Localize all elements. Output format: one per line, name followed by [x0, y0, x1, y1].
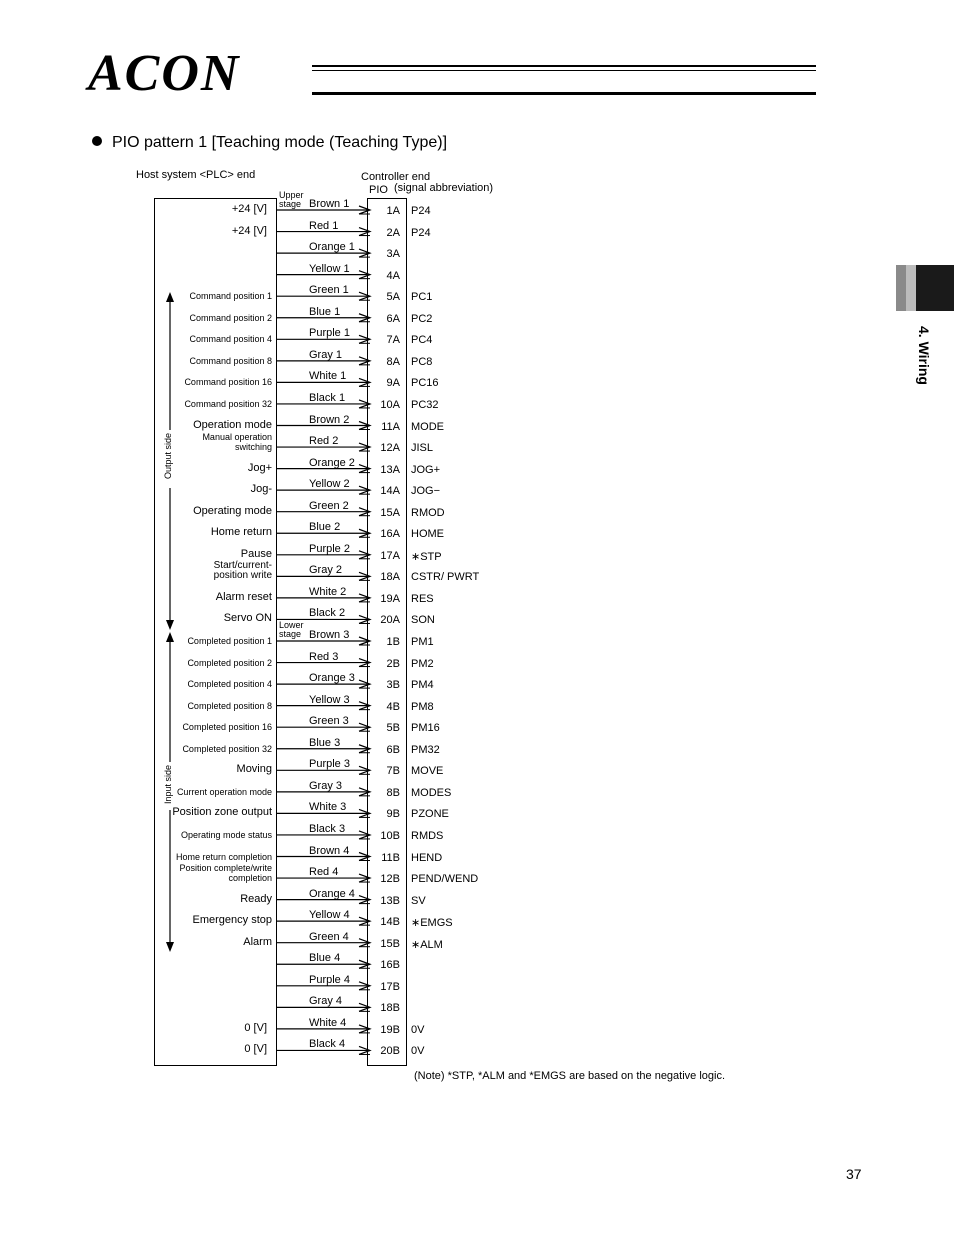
signal-abbreviation: PZONE: [411, 808, 449, 821]
signal-abbreviation: PC8: [411, 355, 433, 368]
chapter-label: 4. Wiring: [916, 326, 932, 385]
wire-color-label: Blue 3: [309, 736, 341, 749]
plc-signal-label: Command position 1: [189, 291, 272, 302]
plc-signal-label: Jog-: [250, 483, 272, 496]
signal-abbreviation: 0V: [411, 1045, 425, 1058]
plc-signal-label: Moving: [236, 763, 272, 776]
lower-stage-label: Lower stage: [279, 620, 304, 639]
output-side-label: Output side: [163, 433, 173, 480]
signal-abbreviation: PC2: [411, 312, 433, 325]
acon-logo: ACON: [88, 45, 241, 102]
signal-abbreviation: RES: [411, 592, 434, 605]
plc-signal-label: Operating mode status: [180, 829, 272, 840]
plc-signal-label: Position zone output: [172, 806, 272, 819]
pin-number: 18A: [380, 571, 400, 584]
pio-label: PIO: [369, 184, 388, 196]
wire-color-label: Blue 2: [309, 521, 341, 534]
pin-number: 8A: [386, 355, 400, 368]
page-number: 37: [846, 1166, 862, 1182]
pin-number: 5B: [386, 722, 400, 735]
pin-number: 12A: [380, 442, 400, 455]
plc-signal-label: Completed position 2: [187, 657, 272, 668]
signal-abbreviation: HEND: [411, 851, 443, 864]
signal-abbreviation: JISL: [411, 442, 434, 455]
wire-color-label: Yellow 2: [309, 478, 350, 491]
pin-number: 14A: [380, 485, 400, 498]
pin-number: 3A: [386, 248, 400, 261]
pin-number: 20B: [380, 1045, 400, 1058]
wire-color-label: Blue 1: [309, 305, 341, 318]
pin-number: 13B: [380, 894, 400, 907]
plc-signal-label: Alarm: [243, 935, 272, 948]
plc-signal-label: Alarm reset: [215, 590, 272, 603]
signal-abbreviation: HOME: [411, 528, 444, 541]
wire-color-label: Black 3: [309, 822, 346, 835]
signal-abbreviation: P24: [411, 205, 431, 217]
signal-abbreviation: PM16: [411, 722, 440, 735]
signal-abbreviation: PC32: [411, 398, 439, 411]
section-title-text: PIO pattern 1 [Teaching mode (Teaching Type)]: [112, 134, 448, 151]
signal-abbreviation: PM8: [411, 700, 434, 713]
plc-signal-label: Start/current- position write: [213, 560, 272, 582]
plc-signal-label: Ready: [240, 892, 272, 905]
signal-abbreviation: PC16: [411, 377, 439, 390]
pin-number: 16A: [380, 528, 400, 541]
plc-signal-label: Command position 2: [189, 312, 272, 323]
wire-color-label: Gray 2: [309, 564, 343, 577]
wire-color-label: Red 2: [309, 435, 339, 448]
wire-color-label: Brown 2: [309, 413, 350, 426]
pin-number: 4B: [386, 700, 400, 713]
signal-abbreviation: SON: [411, 614, 435, 627]
plc-signal-label: +24 [V]: [231, 203, 267, 215]
pin-number: 3B: [386, 679, 400, 692]
wire-color-label: Red 1: [309, 219, 339, 232]
pin-number: 15A: [380, 506, 400, 519]
plc-signal-label: Jog+: [247, 461, 272, 474]
wire-color-label: Red 3: [309, 650, 339, 663]
pin-number: 1B: [386, 636, 400, 648]
signal-abbreviation: CSTR/ PWRT: [411, 571, 480, 584]
plc-signal-label: Command position 4: [189, 334, 272, 345]
wire-color-label: Black 4: [309, 1038, 346, 1051]
signal-abbreviation: PM1: [411, 636, 434, 648]
pin-number: 1A: [386, 205, 400, 217]
pin-number: 11A: [381, 420, 400, 433]
pin-number: 7B: [386, 765, 400, 778]
signal-abbreviation: PC4: [411, 334, 433, 347]
plc-signal-label: Command position 32: [184, 398, 272, 409]
wire-color-label: Gray 3: [309, 779, 343, 792]
wire-color-label: White 3: [309, 801, 347, 814]
plc-signal-label: Completed position 1: [187, 636, 272, 646]
pin-number: 20A: [380, 614, 400, 627]
wire-color-label: White 4: [309, 1016, 347, 1029]
wire-color-label: Brown 3: [309, 629, 350, 641]
pin-number: 19A: [380, 592, 400, 605]
signal-abbreviation: PM2: [411, 657, 434, 670]
wire-color-label: Brown 1: [309, 198, 350, 210]
pin-number: 2B: [386, 657, 400, 670]
wire-color-label: Red 4: [309, 866, 339, 879]
plc-signal-label: Position complete/write completion: [179, 863, 272, 884]
signal-abbreviation: JOG+: [411, 463, 441, 476]
wire-color-label: Orange 2: [309, 456, 355, 469]
pin-number: 7A: [386, 334, 400, 347]
pin-number: 5A: [386, 291, 400, 304]
wire-color-label: White 1: [309, 370, 347, 383]
signal-abbreviation: 0V: [411, 1023, 425, 1036]
plc-signal-label: Servo ON: [223, 612, 272, 625]
plc-signal-label: Completed position 4: [187, 679, 272, 690]
pin-number: 9B: [386, 808, 400, 821]
wire-color-label: Green 2: [309, 499, 349, 512]
plc-signal-label: Command position 8: [189, 355, 272, 366]
signal-abbreviation: PM4: [411, 679, 434, 692]
pin-number: 12B: [380, 873, 400, 886]
pin-number: 2A: [386, 226, 400, 239]
plc-signal-label: Home return: [210, 526, 272, 539]
wire-color-label: Yellow 4: [309, 909, 350, 922]
wire-color-label: Purple 2: [309, 542, 350, 555]
plc-signal-label: Command position 16: [184, 377, 272, 388]
signal-abbreviation: RMDS: [411, 829, 444, 842]
plc-signal-label: Operating mode: [193, 504, 272, 517]
pin-number: 14B: [380, 916, 400, 929]
plc-signal-label: Manual operation switching: [202, 432, 272, 453]
pin-number: 11B: [381, 851, 400, 864]
input-arrow-down-head: [166, 942, 174, 952]
wire-color-label: Brown 4: [309, 844, 350, 857]
pin-number: 17B: [380, 980, 400, 993]
controller-label: Controller end: [361, 171, 431, 183]
wire-color-label: Green 4: [309, 930, 349, 943]
output-arrow-down-head: [166, 620, 174, 630]
signal-abbreviation: ∗STP: [411, 550, 442, 563]
signal-abbreviation: MOVE: [411, 765, 444, 778]
pin-number: 18B: [380, 1002, 400, 1015]
pin-number: 16B: [380, 959, 400, 972]
wire-color-label: Purple 3: [309, 758, 350, 771]
wire-color-label: Blue 4: [309, 952, 341, 965]
wire-color-label: Black 1: [309, 391, 346, 404]
plc-signal-label: +24 [V]: [231, 224, 267, 237]
signal-abbreviation: RMOD: [411, 506, 445, 519]
upper-stage-label: Upper stage: [279, 190, 304, 209]
pin-number: 8B: [386, 786, 400, 799]
input-arrow-up-head: [166, 632, 174, 642]
wire-color-label: Gray 1: [309, 348, 343, 361]
pin-number: 10A: [380, 398, 400, 411]
wire-color-label: Black 2: [309, 607, 346, 620]
pin-number: 15B: [380, 937, 400, 950]
wire-color-label: Gray 4: [309, 995, 343, 1008]
plc-signal-label: Completed position 16: [182, 722, 272, 733]
wire-color-label: Orange 4: [309, 887, 355, 900]
pin-number: 17A: [380, 549, 400, 562]
signal-abbreviation: PM32: [411, 743, 440, 756]
pin-number: 4A: [386, 269, 400, 282]
wire-color-label: Green 1: [309, 284, 349, 297]
signal-abbreviation: ∗EMGS: [411, 917, 453, 930]
wire-color-label: Purple 1: [309, 327, 350, 340]
pin-number: 9A: [386, 377, 400, 390]
signal-abbreviation: ∗ALM: [411, 938, 443, 951]
plc-signal-label: Current operation mode: [176, 786, 272, 797]
signal-abbreviation: P24: [411, 226, 431, 239]
plc-signal-label: Pause: [240, 547, 272, 560]
wire-color-label: Orange 1: [309, 241, 355, 254]
wire-color-label: Purple 4: [309, 973, 350, 986]
signal-abbreviation: MODE: [411, 420, 444, 433]
signal-abbreviation: JOG−: [411, 485, 441, 498]
plc-signal-label: Completed position 32: [182, 743, 272, 754]
signal-abbreviation: MODES: [411, 786, 452, 799]
plc-signal-label: 0 [V]: [244, 1021, 267, 1034]
plc-signal-label: Completed position 8: [187, 700, 272, 711]
input-side-label: Input side: [163, 765, 173, 805]
negative-logic-note: (Note) *STP, *ALM and *EMGS are based on the negative logic.: [414, 1070, 726, 1082]
wire-color-label: Yellow 1: [309, 262, 350, 275]
pin-number: 6A: [386, 312, 400, 325]
wire-color-label: Yellow 3: [309, 693, 350, 706]
signal-abbreviation: SV: [411, 894, 426, 907]
signal-abbreviation: PC1: [411, 291, 433, 304]
pin-number: 13A: [380, 463, 400, 476]
pin-number: 10B: [380, 829, 400, 842]
plc-signal-label: Operation mode: [193, 418, 272, 431]
wire-color-label: Orange 3: [309, 672, 355, 685]
host-label: Host system <PLC> end: [136, 169, 256, 181]
plc-signal-label: Emergency stop: [192, 914, 272, 927]
output-arrow-up-head: [166, 292, 174, 302]
signal-abbreviation: PEND/WEND: [411, 873, 479, 886]
wire-color-label: Green 3: [309, 715, 349, 728]
pin-number: 19B: [380, 1023, 400, 1036]
pin-number: 6B: [386, 743, 400, 756]
wire-color-label: White 2: [309, 585, 347, 598]
plc-signal-label: 0 [V]: [244, 1043, 267, 1056]
signal-abbr-label: (signal abbreviation): [394, 182, 494, 194]
plc-signal-label: Home return completion: [175, 851, 272, 862]
